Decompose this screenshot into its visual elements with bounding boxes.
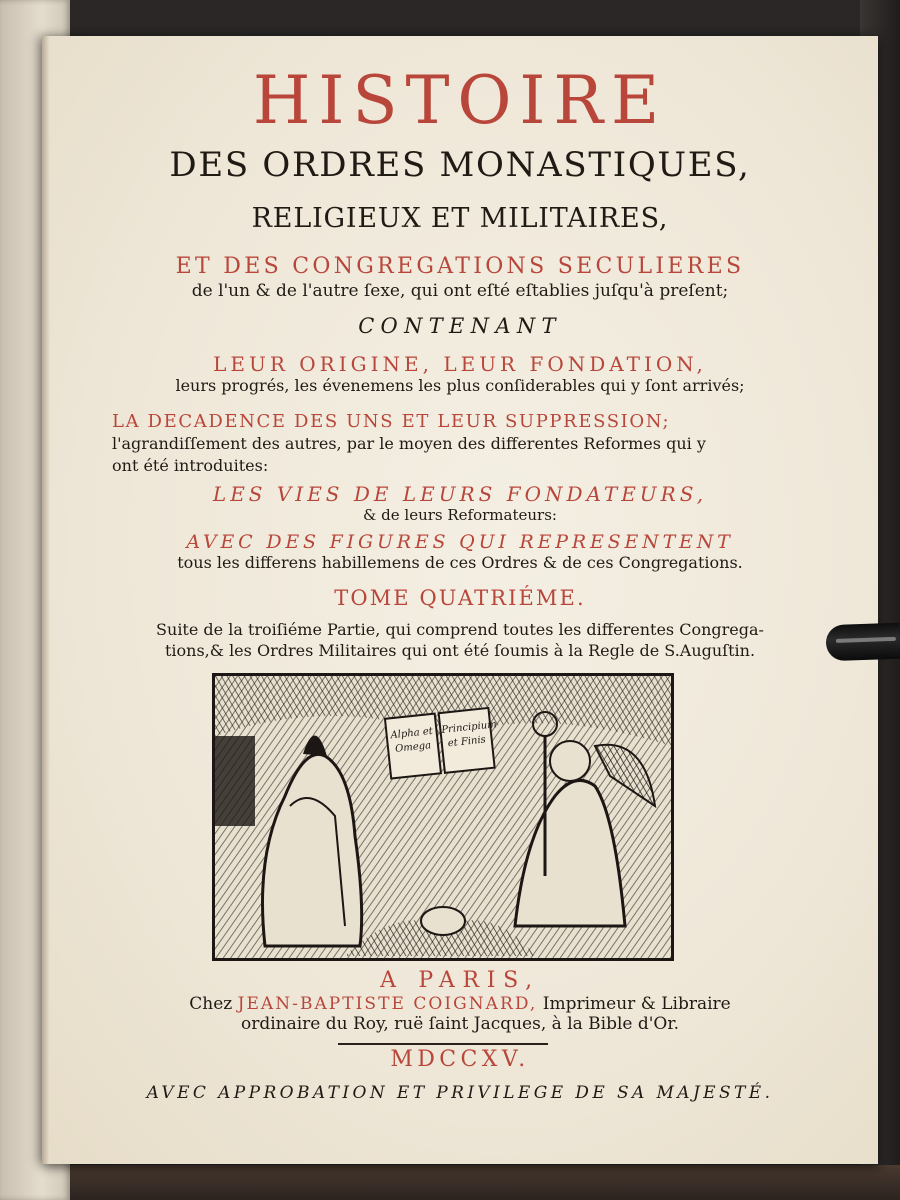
subtitle-monastiques: DES ORDRES MONASTIQUES, bbox=[169, 145, 751, 185]
imprint-chez: Chez bbox=[189, 994, 233, 1014]
subtitle-militaires: RELIGIEUX ET MILITAIRES, bbox=[251, 203, 669, 234]
decadence-line: LA DECADENCE DES UNS ET LEUR SUPPRESSION; bbox=[112, 411, 671, 432]
habillemens-line: tous les differens habillemens de ces Ordres & de ces Congregations. bbox=[177, 553, 743, 572]
background-bottom bbox=[0, 1165, 900, 1200]
sexe-line: de l'un & de l'autre ſexe, qui ont eſté eſtablies juſqu'à preſent; bbox=[191, 281, 729, 301]
imprint-date: MDCCXV. bbox=[390, 1047, 530, 1072]
progres-line: leurs progrés, les évenemens les plus conſiderables qui y ſont arrivés; bbox=[175, 376, 745, 395]
tome-line: TOME QUATRIÉME. bbox=[334, 586, 586, 610]
imprint-role: Imprimeur & Libraire bbox=[542, 994, 731, 1014]
imprint-city: A PARIS, bbox=[380, 968, 540, 993]
imprint-printer-line bbox=[42, 994, 878, 1014]
divider-rule bbox=[338, 1043, 548, 1045]
imprint-printer: JEAN-BAPTISTE COIGNARD, bbox=[237, 994, 538, 1014]
imprint-address: ordinaire du Roy, ruë ſaint Jacques, à la Bible d'Or. bbox=[240, 1014, 680, 1034]
contenant-line: CONTENANT bbox=[358, 314, 562, 338]
agrandissement-line-1: l'agrandiſſement des autres, par le moyen des differentes Reformes qui y bbox=[112, 434, 706, 453]
vies-line: LES VIES DE LEURS FONDATEURS, bbox=[212, 482, 708, 506]
suite-line-2: tions,& les Ordres Militaires qui ont été ſoumis à la Regle de S.Auguſtin. bbox=[164, 641, 756, 660]
woodcut-engraving bbox=[212, 673, 674, 961]
book-right-page: Principium et Finis bbox=[438, 707, 496, 774]
book-left-page: Alpha et Omega bbox=[384, 712, 442, 779]
congregations-line: ET DES CONGREGATIONS SECULIERES bbox=[175, 254, 745, 279]
approbation-line: AVEC APPROBATION ET PRIVILEGE DE SA MAJESTÉ. bbox=[146, 1083, 774, 1103]
suite-line-1: Suite de la troiſiéme Partie, qui comprend toutes les differentes Congrega- bbox=[156, 620, 764, 639]
open-book bbox=[384, 706, 500, 783]
agrandissement-line-2: ont été introduites: bbox=[112, 456, 269, 475]
main-title: HISTOIRE bbox=[252, 62, 668, 139]
figures-line: AVEC DES FIGURES QUI REPRESENTENT bbox=[186, 531, 734, 553]
reformateurs-line: & de leurs Reformateurs: bbox=[363, 506, 557, 524]
origine-line: LEUR ORIGINE, LEUR FONDATION, bbox=[213, 352, 707, 376]
